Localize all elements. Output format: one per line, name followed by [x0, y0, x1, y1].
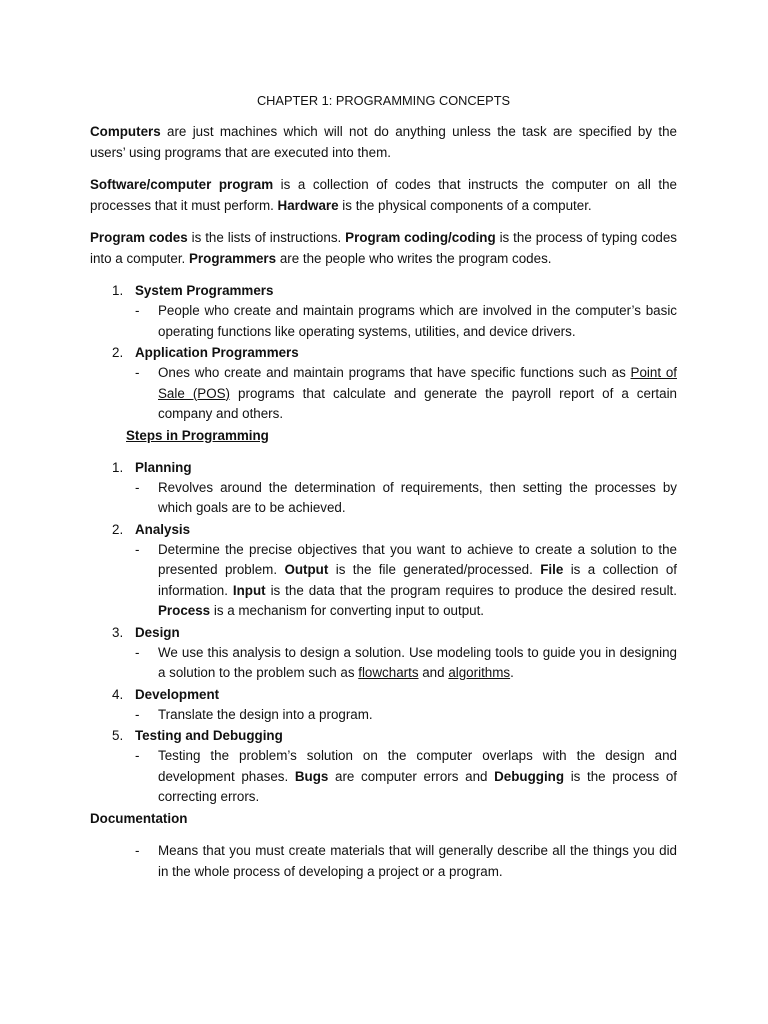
list-item-title: Development — [135, 686, 220, 702]
dash-bullet: - — [135, 541, 140, 557]
term-programmers: Programmers — [189, 251, 277, 266]
list-item-description: - Ones who create and maintain programs that have specific functions such as Point of Sale (POS) programs that calculate and generate the payroll report of a certain company and others. — [135, 365, 677, 421]
list-number: 3. — [112, 624, 124, 640]
list-number: 4. — [112, 686, 124, 702]
dash-bullet: - — [135, 842, 140, 858]
list-number: 5. — [112, 728, 124, 743]
steps-list — [90, 457, 677, 808]
list-item-description: - Translate the design into a program. — [90, 705, 677, 726]
list-item-title: Testing and Debugging — [135, 728, 283, 743]
dash-bullet: - — [135, 706, 140, 722]
list-item — [90, 519, 677, 622]
list-item-description: - Determine the precise objectives that you want to achieve to create a solution to the presented problem. Output is the file generated/processed. File is a collection of information. Input is the data that the program requires to produce the desired result. Process is a mechanism for converting input to output. — [135, 541, 677, 618]
list-item — [90, 342, 677, 425]
dash-bullet: - — [135, 644, 140, 660]
list-number: 1. — [112, 459, 124, 475]
term-computers: Computers — [90, 124, 161, 139]
list-number: 2. — [112, 521, 124, 537]
list-item-description: - Revolves around the determination of requirements, then setting the processes by which goals are to be achieved. — [135, 479, 677, 515]
term-program-coding: Program coding/coding — [345, 230, 496, 245]
paragraph-computers: Computers are just machines which will not do anything unless the task are specified by the users’ using programs that are executed into them. — [90, 124, 677, 160]
list-item-description: - People who create and maintain programs which are involved in the computer’s basic operating functions like operating systems, utilities, and device drivers. — [135, 303, 677, 339]
term-hardware: Hardware — [277, 198, 339, 213]
paragraph-program-codes: Program codes is the lists of instructions. Program coding/coding is the process of typing codes into a computer. Programmers are the people who writes the program codes. — [90, 230, 677, 266]
list-item-title: Design — [135, 624, 180, 640]
list-number: 2. — [112, 345, 124, 360]
paragraph-software: Software/computer program is a collection of codes that instructs the computer on all the processes that it must perform. Hardware is the physical components of a computer. — [90, 177, 677, 213]
list-number: 1. — [112, 283, 124, 298]
term-program-codes: Program codes — [90, 230, 188, 245]
list-item-title: Application Programmers — [135, 345, 299, 360]
list-item-title: Analysis — [135, 521, 191, 537]
list-item — [90, 684, 677, 726]
list-item — [90, 457, 677, 519]
list-item — [90, 280, 677, 342]
document-body — [90, 93, 677, 882]
chapter-title: CHAPTER 1: PROGRAMMING CONCEPTS — [256, 93, 511, 108]
dash-bullet: - — [135, 748, 140, 763]
list-item-title: System Programmers — [135, 283, 274, 298]
term-pos: Point of Sale (POS) — [158, 365, 677, 401]
list-item-description: - We use this analysis to design a solution. Use modeling tools to guide you in designing a solution to the problem such as flowcharts and algorithms. — [135, 644, 677, 680]
programmer-types-list — [90, 280, 677, 425]
term-software: Software/computer program — [90, 177, 274, 192]
dash-bullet: - — [135, 365, 140, 380]
list-item — [90, 622, 677, 684]
list-item — [90, 725, 677, 808]
dash-bullet: - — [135, 303, 140, 318]
steps-heading: Steps in Programming — [126, 427, 269, 443]
list-item-title: Planning — [135, 459, 192, 475]
dash-bullet: - — [135, 479, 140, 495]
documentation-description: - Means that you must create materials that will generally describe all the things you did in the whole process of developing a project or a program. — [90, 840, 677, 882]
list-item-description: - Testing the problem’s solution on the computer overlaps with the design and development phases. Bugs are computer errors and Debugging is the process of correcting errors. — [135, 748, 677, 804]
documentation-heading: Documentation — [90, 810, 188, 826]
